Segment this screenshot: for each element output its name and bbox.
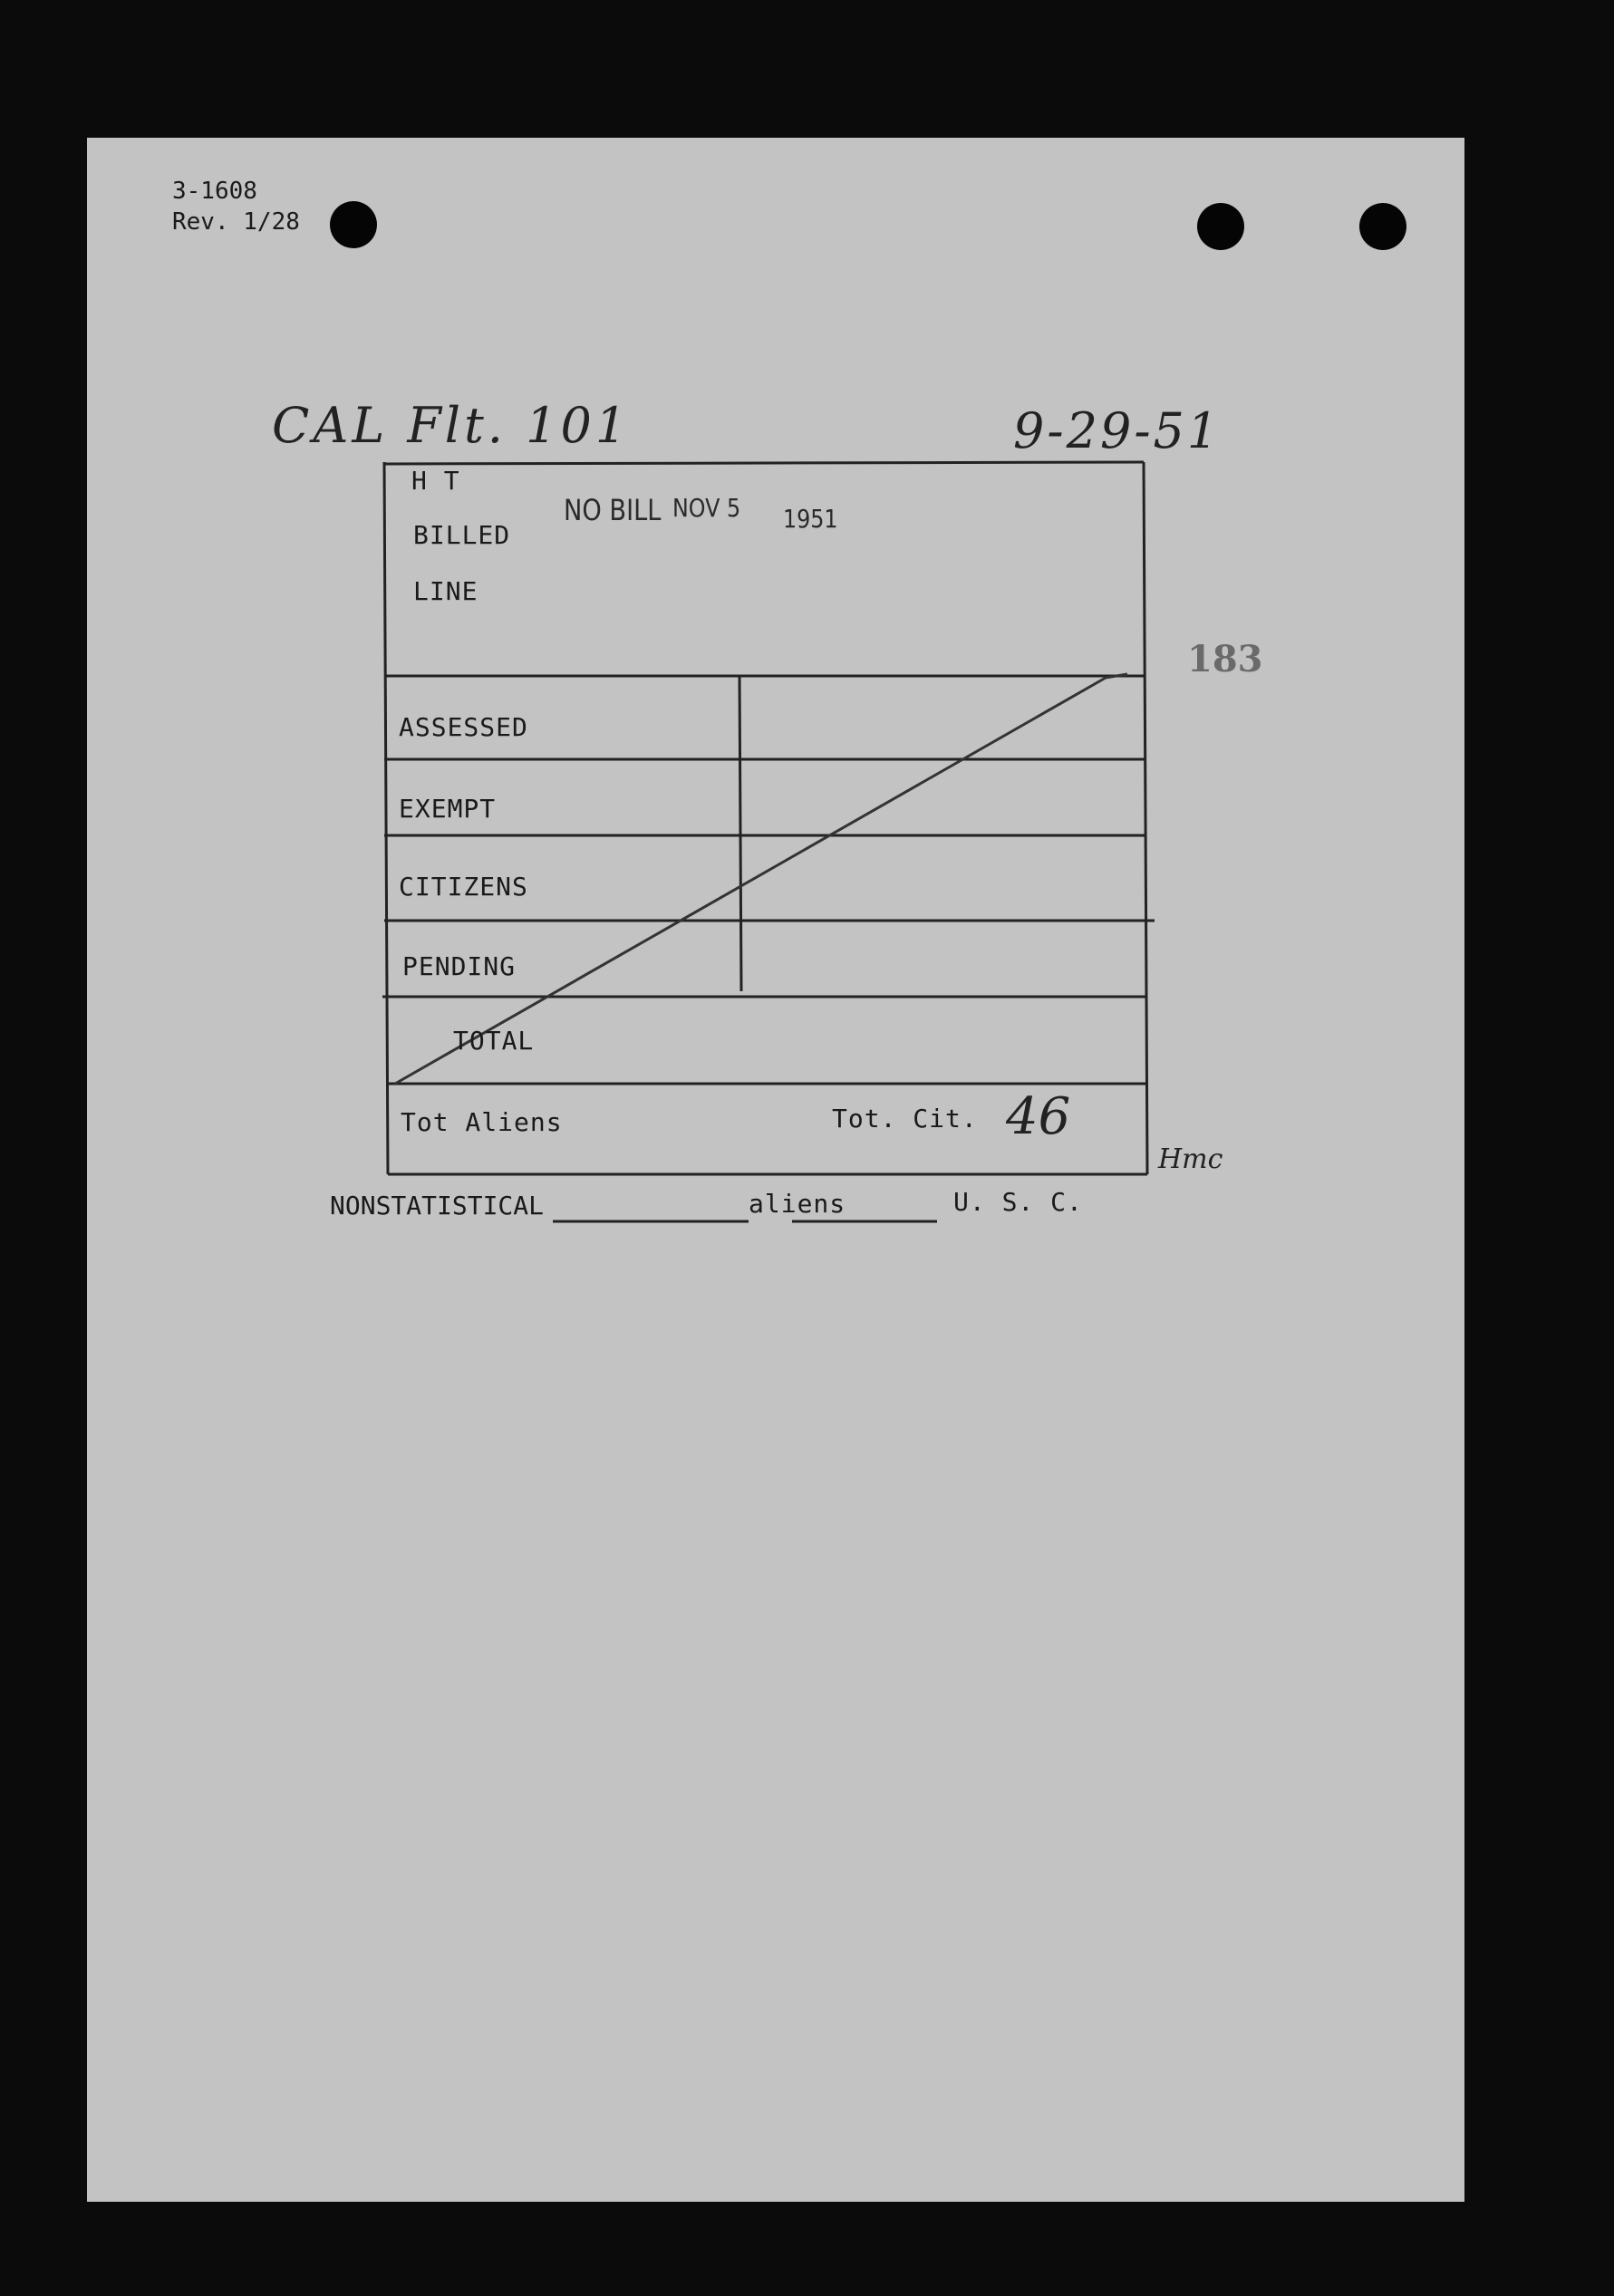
form-code: 3-1608 bbox=[172, 178, 257, 205]
date-handwritten: 9-29-51 bbox=[1013, 402, 1222, 459]
tot-aliens-label: Tot Aliens bbox=[401, 1107, 563, 1137]
tot-cit-value: 46 bbox=[1006, 1087, 1071, 1146]
tot-cit-label: Tot. Cit. bbox=[832, 1104, 978, 1134]
line-label: LINE bbox=[413, 576, 478, 606]
nonstat-usc-label: U. S. C. bbox=[953, 1187, 1083, 1217]
grid-top-border bbox=[384, 462, 1144, 464]
form-revision: Rev. 1/28 bbox=[172, 208, 300, 236]
row-label-citizens: CITIZENS bbox=[399, 872, 528, 902]
stamp-month-day: NOV 5 bbox=[672, 493, 741, 523]
nonstat-aliens-label: aliens bbox=[749, 1189, 846, 1219]
row-label-pending: PENDING bbox=[402, 951, 517, 981]
row-label-assessed: ASSESSED bbox=[399, 712, 528, 742]
stamp-year: 1951 bbox=[783, 504, 838, 534]
grid-left-border bbox=[384, 462, 388, 1174]
grid-column-divider bbox=[739, 676, 741, 991]
grid-right-border bbox=[1144, 462, 1147, 1174]
nonstat-label: NONSTATISTICAL bbox=[330, 1191, 545, 1220]
row-label-exempt: EXEMPT bbox=[399, 794, 497, 824]
ht-label: H T bbox=[411, 466, 460, 496]
billed-label: BILLED bbox=[413, 520, 511, 550]
row-label-total: TOTAL bbox=[453, 1026, 535, 1056]
initials-handwritten: Hmc bbox=[1158, 1143, 1223, 1175]
carrier-handwritten: CAL Flt. 101 bbox=[272, 397, 631, 454]
no-bill-stamp: NO BILL bbox=[564, 493, 662, 527]
page-number: 183 bbox=[1187, 638, 1263, 680]
